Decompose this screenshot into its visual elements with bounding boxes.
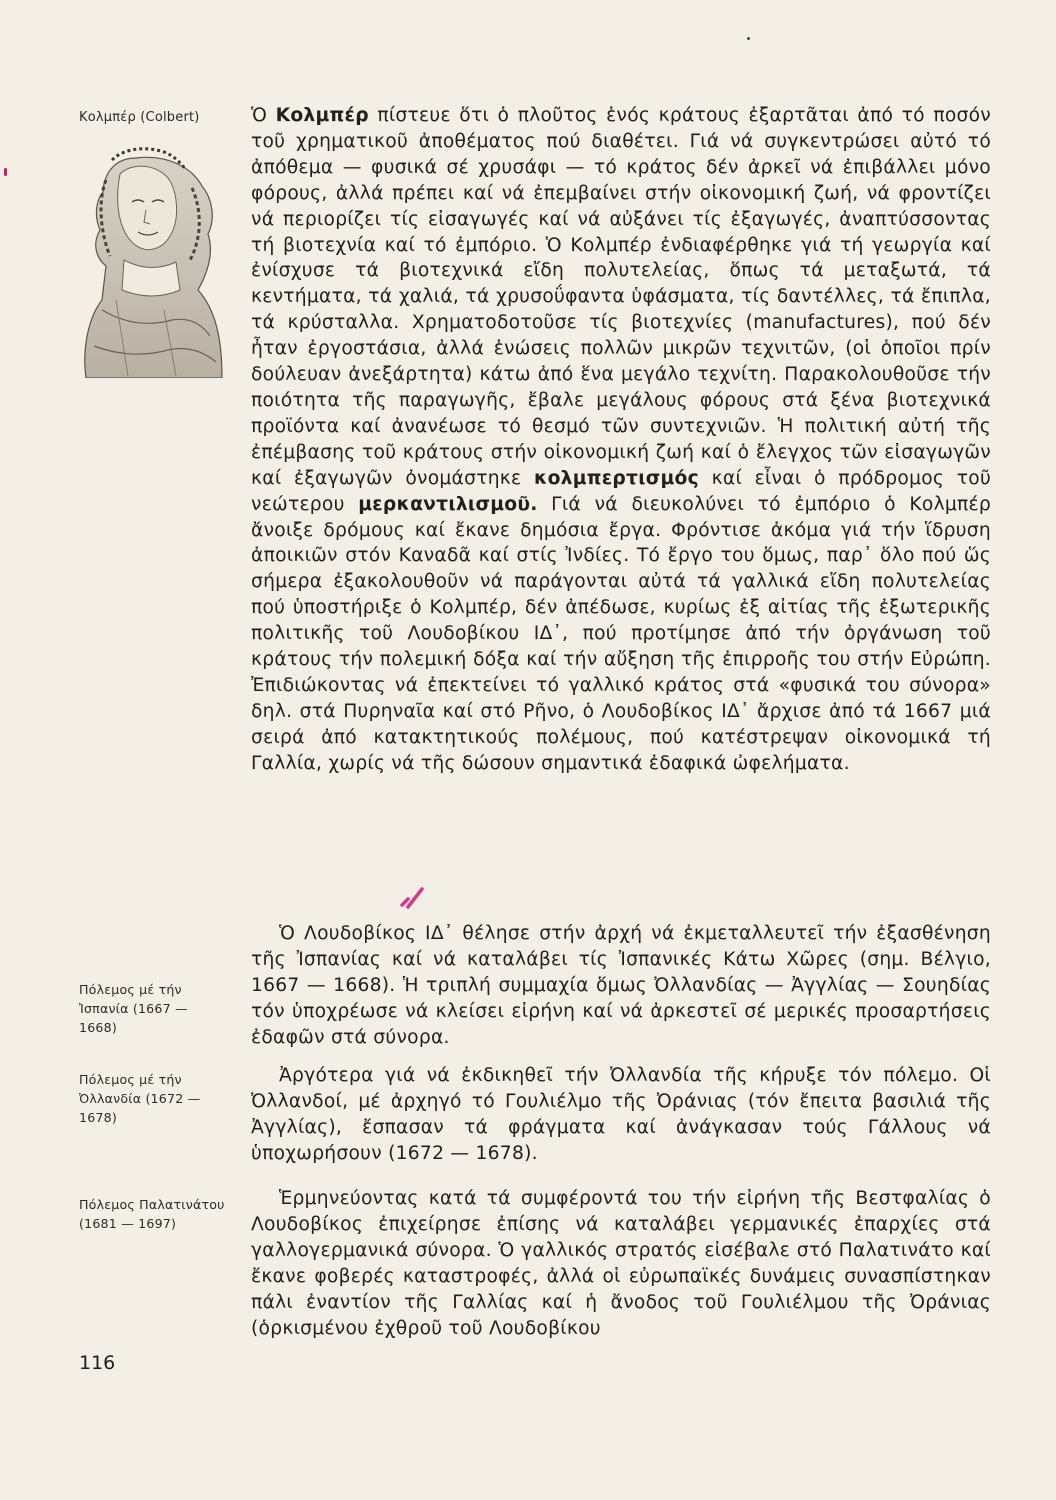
paragraph-text: καί εἶναι ὁ πρόδρομος τοῦ νεώτερου (251, 467, 992, 515)
paragraph-palatinate (251, 1186, 991, 1341)
paragraph-text: Ὁ (251, 105, 276, 126)
margin-note-palatinate-war: Πόλεμος Παλατινάτου (1681 — 1697) (79, 1197, 225, 1231)
margin-note-holland-war: Πόλεμος μέ τήν Ὀλλανδία (1672 — 1678) (79, 1072, 201, 1125)
paragraph-holland (251, 1063, 991, 1167)
portrait-caption: Κολμπέρ (Colbert) (79, 110, 200, 125)
paragraph-spain (251, 921, 991, 1051)
paragraph-text: Ἀργότερα γιά νά ἐκδικηθεῖ τήν Ὀλλανδία τῆς κήρυξε τόν πόλεμο. Οἱ Ὀλλανδοί, μέ ἀρχηγό τό Γουλιέλμο τῆς Ὀράνιας (τόν ἔπειτα βασιλιά τῆς Ἀγγλίας), ἔσπασαν τά φράγματα καί ἀνάγκασαν τούς Γάλλους νά ὑποχωρήσουν (1672 — 1678). (251, 1065, 991, 1164)
paragraph-text: πίστευε ὅτι ὁ πλοῦτος ἑνός κράτους ἐξαρτᾶται ἀπό τό ποσόν τοῦ χρηματικοῦ ἀποθέματος πού διαθέτει. Γιά νά συγκεντρώσει αὐτό τό ἀπόθεμα — φυσικά σέ χρυσάφι — τό κράτος δέν ἀρκεῖ νά ἐπιβάλλει μόνο φόρους, ἀλλά πρέπει καί νά ἐπεμβαίνει στήν οἰκονομική ζωή, νά φροντίζει νά περιορίζει τίς εἰσαγωγές καί νά αὐξάνει τίς ἐξαγωγές, ἀναπτύσσοντας τή βιοτεχνία καί τό ἐμπόριο. Ὁ Κολμπέρ ἐνδιαφέρθηκε γιά τή γεωργία καί ἐνίσχυσε τά βιοτεχνικά εἴδη πολυτελείας, ὅπως τά μεταξωτά, τά κεντήματα, τά χαλιά, τά χρυσοΰφαντα ὑφάσματα, τίς δαντέλλες, τά ἔπιπλα, τά κρύσταλλα. Χρηματοδοτοῦσε τίς βιοτεχνίες (manufactures), πού δέν ἦταν ἐργοστάσια, ἀλλά ἑνώσεις πολλῶν μικρῶν τεχνιτῶν, (οἱ ὁποῖοι πρίν δούλευαν ἀνεξάρτητα) κάτω ἀπό ἕνα μεγάλο τεχνίτη. Παρακολουθοῦσε τήν ποιότητα τῆς παραγωγῆς, ἔβαλε μεγάλους φόρους στά ξένα βιοτεχνικά προϊόντα καί ἀνανέωσε τό θεσμό τῶν συντεχνιῶν. Ἡ πολιτική αὐτή τῆς ἐπέμβασης τοῦ κράτους στήν οἰκονομική ζωή καί ὁ ἔλεγχος τῶν εἰσαγωγῶν καί ἐξαγωγῶν ὀνομάστηκε (251, 105, 991, 489)
speck-dot (747, 37, 750, 40)
paragraph-colbert (251, 103, 991, 777)
paragraph-text: Ἑρμηνεύοντας κατά τά συμφέροντά του τήν εἰρήνη τῆς Βεστφαλίας ὁ Λουδοβίκος ἐπιχείρησε ἐπίσης νά καταλάβει γερμανικές ἐπαρχίες στά γαλλογερμανικά σύνορα. Ὁ γαλλικός στρατός εἰσέβαλε στό Παλατινάτο καί ἔκανε φοβερές καταστροφές, ἀλλά οἱ εὐρωπαϊκές δυνάμεις συνασπίστηκαν πάλι ἐναντίον τῆς Γαλλίας καί ἡ ἄνοδος τοῦ Γουλιέλμου τῆς Ὀράνιας (ὁρκισμένου ἐχθροῦ τοῦ Λουδοβίκου (251, 1188, 991, 1339)
bold-term-colbert: Κολμπέρ (275, 105, 369, 126)
bold-term-mercantilism: μερκαντιλισμοῦ. (358, 493, 538, 515)
highlighter-stroke (398, 883, 426, 911)
page-number: 116 (79, 1352, 116, 1374)
bold-term-colbertism: κολμπερτισμός (534, 467, 699, 489)
margin-note-spain-war: Πόλεμος μέ τήν Ἰσπανία (1667 — 1668) (79, 982, 188, 1035)
paragraph-text: Ὁ Λουδοβίκος ΙΔ᾽ θέλησε στήν ἀρχή νά ἐκμεταλλευτεῖ τήν ἐξασθένηση τῆς Ἰσπανίας καί νά καταλάβει τίς Ἰσπανικές Κάτω Χῶρες (σημ. Βέλγιο, 1667 — 1668). Ἡ τριπλή συμμαχία ὅμως Ὀλλανδίας — Ἀγγλίας — Σουηδίας τόν ὑποχρέωσε νά κλείσει εἰρήνη καί νά ἀρκεστεῖ σέ μερικές προσαρτήσεις ἐδαφῶν στά σύνορα. (251, 923, 991, 1048)
colbert-portrait-image (76, 140, 224, 378)
highlighter-mark (4, 168, 7, 176)
paragraph-text: Γιά νά διευκολύνει τό ἐμπόριο ὁ Κολμπέρ ἄνοιξε δρόμους καί ἔκανε δημόσια ἔργα. Φρόντισε ἀκόμα γιά τήν ἵδρυση ἀποικιῶν στόν Καναδᾶ καί στίς Ἰνδίες. Τό ἔργο του ὅμως, παρ᾽ ὅλο πού ὥς σήμερα ἐξακολουθοῦν νά παράγονται αὐτά τά γαλλικά εἴδη πολυτελείας πού ὑποστήριξε ὁ Κολμπέρ, δέν ἀπέδωσε, κυρίως ἐξ αἰτίας τῆς ἐξωτερικῆς πολιτικῆς τοῦ Λουδοβίκου ΙΔ᾽, πού προτίμησε ἀπό τήν ὀργάνωση τοῦ κράτους τήν πολεμική δόξα καί τήν αὔξηση τῆς ἐπιρροῆς του στήν Εὐρώπη. Ἐπιδιώκοντας νά ἐπεκτείνει τό γαλλικό κράτος στά «φυσικά του σύνορα» δηλ. στά Πυρηναῖα καί στό Ρῆνο, ὁ Λουδοβίκος ΙΔ᾽ ἄρχισε ἀπό τά 1667 μιά σειρά ἀπό κατακτητικούς πολέμους, πού κατέστρεψαν οἰκονομικά τή Γαλλία, χωρίς νά τῆς δώσουν σημαντικά ἐδαφικά ὠφελήματα. (251, 493, 991, 774)
